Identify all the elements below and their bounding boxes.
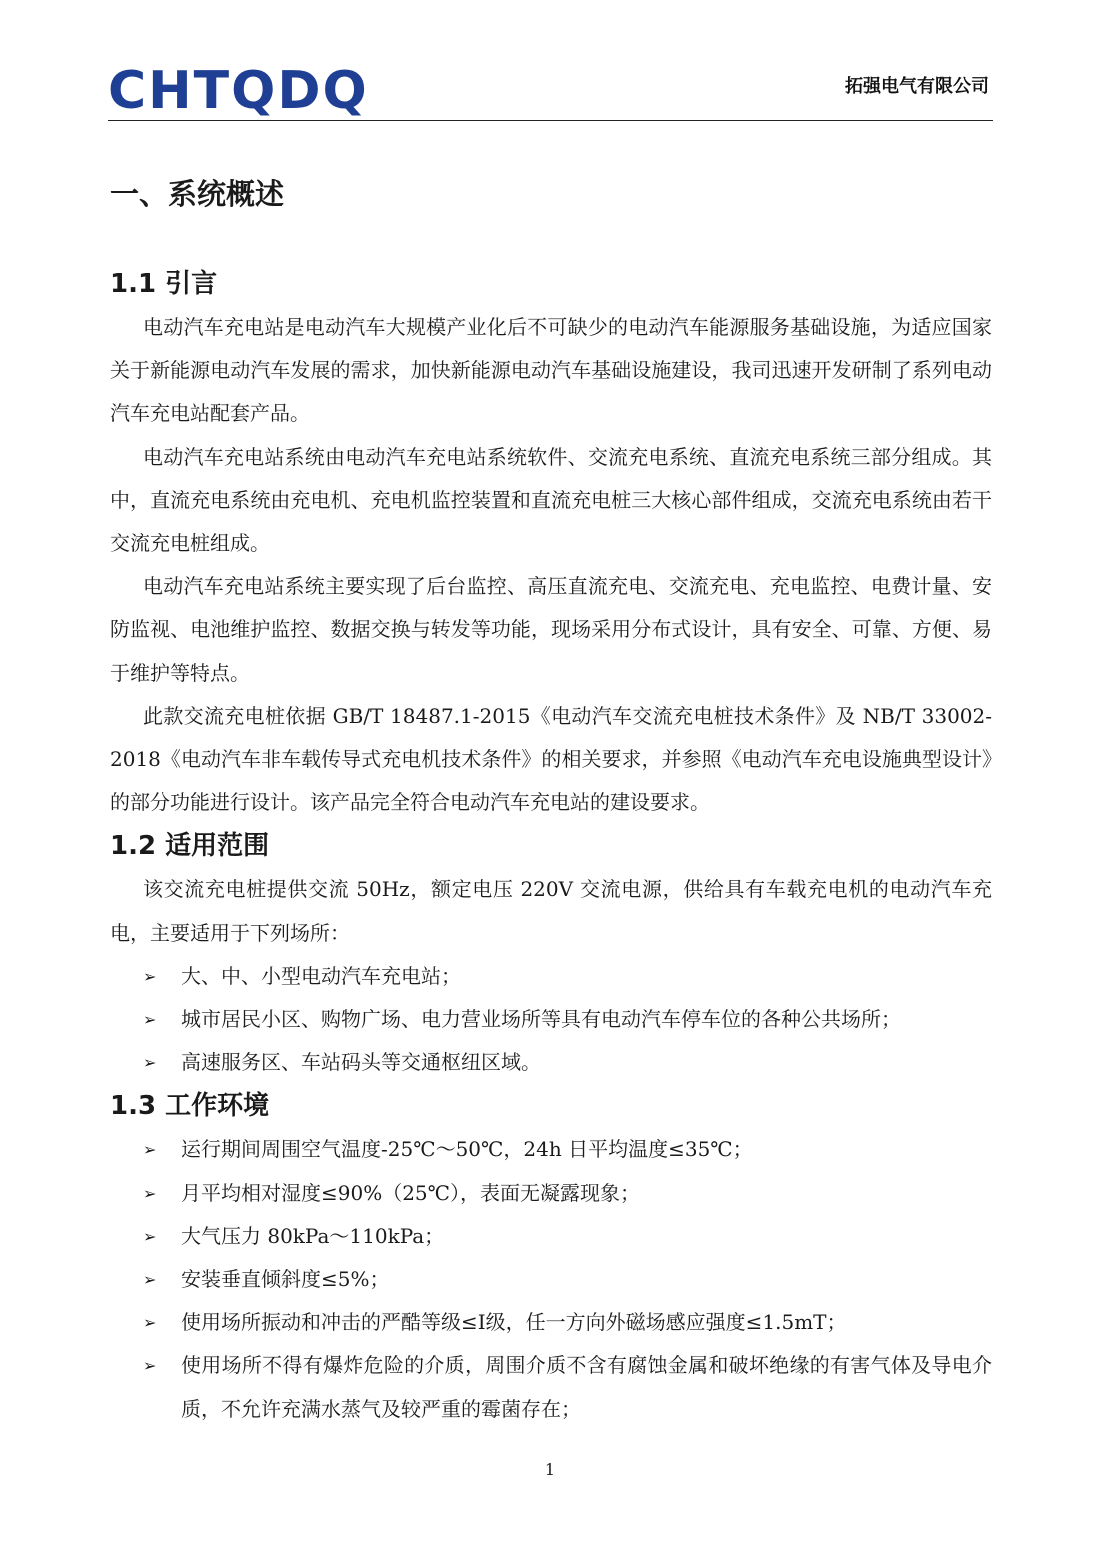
arrow-bullet-icon: ➢ <box>143 1313 157 1333</box>
list-item: ➢ 大、中、小型电动汽车充电站； <box>110 955 992 998</box>
arrow-bullet-icon: ➢ <box>143 1226 157 1246</box>
list-item: ➢ 运行期间周围空气温度-25℃～50℃，24h 日平均温度≤35℃； <box>110 1128 992 1171</box>
subsection-title-1-3: 1.3 工作环境 <box>110 1091 270 1122</box>
list-item: ➢ 月平均相对湿度≤90%（25℃），表面无凝露现象； <box>110 1172 992 1215</box>
environment-list <box>110 1128 992 1430</box>
arrow-bullet-icon: ➢ <box>143 1140 157 1160</box>
paragraph: 电动汽车充电站系统由电动汽车充电站系统软件、交流充电系统、直流充电系统三部分组成。其中，直流充电系统由充电机、充电机监控装置和直流充电桩三大核心部件组成，交流充电系统由若干交流充电桩组成。 <box>110 444 992 556</box>
arrow-bullet-icon: ➢ <box>143 1183 157 1203</box>
list-item: ➢ 使用场所振动和冲击的严酷等级≤I级，任一方向外磁场感应强度≤1.5mT； <box>110 1301 992 1344</box>
company-logo: CHTQDQ <box>108 61 369 121</box>
paragraph: 电动汽车充电站是电动汽车大规模产业化后不可缺少的电动汽车能源服务基础设施，为适应国家关于新能源电动汽车发展的需求，加快新能源电动汽车基础设施建设，我司迅速开发研制了系列电动汽车充电站配套产品。 <box>110 315 992 426</box>
scope-list <box>110 955 992 1085</box>
arrow-bullet-icon: ➢ <box>143 1010 157 1030</box>
list-item: ➢ 城市居民小区、购物广场、电力营业场所等具有电动汽车停车位的各种公共场所； <box>110 998 992 1041</box>
page-header <box>108 62 993 121</box>
arrow-bullet-icon: ➢ <box>143 1270 157 1290</box>
list-item: ➢ 使用场所不得有爆炸危险的介质，周围介质不含有腐蚀金属和破坏绝缘的有害气体及导电介质，不允许充满水蒸气及较严重的霉菌存在； <box>110 1344 992 1430</box>
list-item: ➢ 安装垂直倾斜度≤5%； <box>110 1258 992 1301</box>
arrow-bullet-icon: ➢ <box>143 966 157 986</box>
document-body <box>110 172 992 1431</box>
list-item: ➢ 高速服务区、车站码头等交通枢纽区域。 <box>110 1041 992 1084</box>
subsection-title-1-2: 1.2 适用范围 <box>110 831 270 862</box>
arrow-bullet-icon: ➢ <box>143 1356 157 1376</box>
section-title: 一、系统概述 <box>110 177 285 211</box>
list-item: ➢ 大气压力 80kPa～110kPa； <box>110 1215 992 1258</box>
paragraph: 电动汽车充电站系统主要实现了后台监控、高压直流充电、交流充电、充电监控、电费计量、安防监视、电池维护监控、数据交换与转发等功能，现场采用分布式设计，具有安全、可靠、方便、易于维护等特点。 <box>110 574 992 685</box>
paragraph: 该交流充电桩提供交流 50Hz，额定电压 220V 交流电源，供给具有车载充电机的电动汽车充电，主要适用于下列场所： <box>110 877 992 945</box>
company-name: 拓强电气有限公司 <box>845 76 989 97</box>
paragraph: 此款交流充电桩依据 GB/T 18487.1-2015《电动汽车交流充电桩技术条件》及 NB/T 33002-2018《电动汽车非车载传导式充电机技术条件》的相关要求，并参照《电动汽车充电设施典型设计》的部分功能进行设计。该产品完全符合电动汽车充电站的建设要求。 <box>110 703 992 815</box>
page-number: 1 <box>544 1460 556 1479</box>
subsection-title-1-1: 1.1 引言 <box>110 269 218 299</box>
arrow-bullet-icon: ➢ <box>143 1053 157 1073</box>
